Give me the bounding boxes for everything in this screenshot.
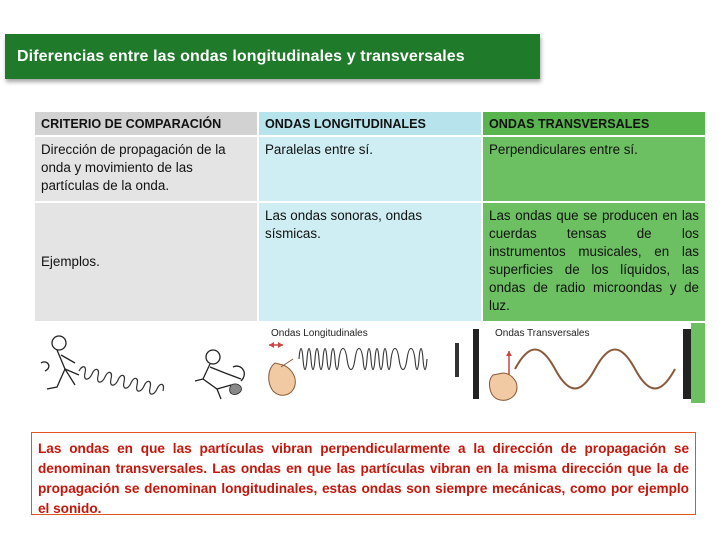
- longitudinal-wave-illustration: [259, 323, 481, 403]
- cell-illustration-longitudinal: [258, 322, 482, 404]
- longitudinal-label: Ondas Longitudinales: [271, 328, 368, 339]
- page-title: Diferencias entre las ondas longitudinales y transversales: [17, 48, 465, 65]
- table-header-row: [34, 111, 706, 136]
- transversal-wave-illustration: [483, 323, 705, 403]
- header-transversales: ONDAS TRANSVERSALES: [482, 111, 706, 136]
- cell-long-ejemplos: Las ondas sonoras, ondas sísmicas.: [258, 202, 482, 322]
- table-row-images: [34, 322, 706, 404]
- title-bar: [5, 34, 540, 79]
- definition-note: Las ondas en que las partículas vibran perpendicularmente a la dirección de propagación se denominan transversales. Las ondas en que las partículas vibran en la misma dirección que la de propagación se denominan longitudinales, estas ondas son siempre mecánicas, como por ejemplo el sonido.: [31, 432, 696, 515]
- cell-trans-ejemplos: Las ondas que se producen en las cuerdas tensas de los instrumentos musicales, en las superficies de los líquidos, las ondas de radio microondas y de luz.: [489, 208, 699, 313]
- header-criterio: CRITERIO DE COMPARACIÓN: [34, 111, 258, 136]
- table-row: [34, 202, 706, 322]
- cell-trans-direccion: Perpendiculares entre sí.: [482, 136, 706, 202]
- cell-trans-ejemplos-wrap: [482, 202, 706, 322]
- cell-illustration-transversal: [482, 322, 706, 404]
- cell-criterio-direccion: Dirección de propagación de la onda y movimiento de las partículas de la onda.: [34, 136, 258, 202]
- transversal-label: Ondas Transversales: [495, 328, 590, 339]
- cell-long-direccion: Paralelas entre sí.: [258, 136, 482, 202]
- cell-illustration-people: [34, 322, 258, 404]
- comparison-table: [33, 110, 707, 405]
- cell-criterio-ejemplos: Ejemplos.: [34, 202, 258, 322]
- people-slinky-illustration: [35, 323, 257, 403]
- table-row: [34, 136, 706, 202]
- header-longitudinales: ONDAS LONGITUDINALES: [258, 111, 482, 136]
